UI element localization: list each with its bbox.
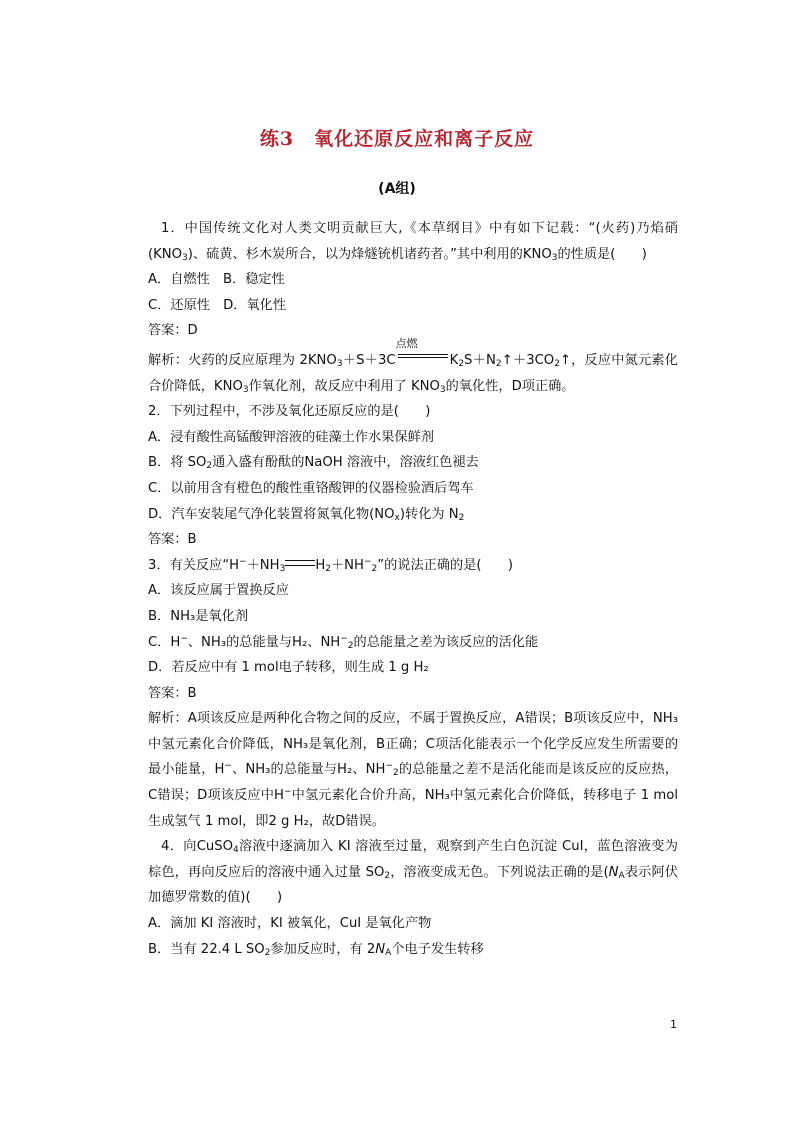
question-2-option-a: A．浸有酸性高锰酸钾溶液的硅藻土作水果保鲜剂 <box>148 429 434 445</box>
question-2-answer: 答案：B <box>148 532 197 548</box>
question-4-stem: 4．向CuSO$_4$溶液中逐滴加入 KI 溶液至过量，观察到产生白色沉淀 CuI，蓝色溶液变为棕色，再向反应后的溶液中通入过量 $SO_2$，溶液变成无色。下列说法正确的是($N_A$表示阿伏加德罗常数的值)( ) <box>148 839 678 906</box>
question-4-option-b: B．当有 22.4 L $SO_2$参加反应时，有 $2N_A$个电子发生转移 <box>148 941 484 958</box>
question-3-option-d: D．若反应中有 1 mol电子转移，则生成 1 g H₂ <box>148 660 429 676</box>
question-2-option-d: D．汽车安装尾气净化装置将氮氧化物$(NO_x)$转化为 $N_2$ <box>148 506 465 523</box>
page-number: 1 <box>670 1018 677 1031</box>
question-1-options-cd: C．还原性 D．氧化性 <box>148 297 287 313</box>
question-1-stem: 1．中国传统文化对人类文明贡献巨大,《本草纲目》中有如下记载：“(火药)乃焰硝$(KNO_3)$、硫黄、杉木炭所合，以为烽燧铳机诸药者。”其中利用的$KNO_3$的性质是( ) <box>148 221 678 263</box>
question-3-option-a: A．该反应属于置换反应 <box>148 583 289 599</box>
group-heading: (A组) <box>378 181 416 197</box>
document-body <box>148 216 678 962</box>
equals-sign <box>285 560 315 566</box>
question-3-answer: 答案：B <box>148 685 197 701</box>
question-1-answer: 答案：D <box>148 323 198 339</box>
question-1-options-ab: A．自燃性 B．稳定性 <box>148 272 285 288</box>
question-2-stem: 2．下列过程中，不涉及氧化还原反应的是( ) <box>148 404 431 420</box>
question-3-option-c: C．H−、NH₃的总能量与H₂、$NH^-_2$的总能量之差为该反应的活化能 <box>148 633 539 651</box>
reaction-arrow: 点燃 <box>396 344 450 368</box>
question-2-option-b: B．将 $SO_2$通入盛有酚酞的NaOH 溶液中，溶液红色褪去 <box>148 455 479 472</box>
question-3-stem: 3．有关反应“$H^-+NH_3$ $H_2+NH^-_2$”的说法正确的是( ) <box>148 556 514 574</box>
question-3-option-b: B．NH₃是氧化剂 <box>148 608 249 624</box>
page-title: 练3 氧化还原反应和离子反应 <box>259 128 535 150</box>
question-4-option-a: A．滴加 KI 溶液时，KI 被氧化，CuI 是氧化产物 <box>148 916 432 932</box>
question-2-option-c: C．以前用含有橙色的酸性重铬酸钾的仪器检验酒后驾车 <box>148 480 474 496</box>
question-3-explanation: 解析：A项该反应是两种化合物之间的反应，不属于置换反应，A错误；B项该反应中，NH₃中氢元素化合价降低，NH₃是氧化剂，B正确；C项活化能表示一个化学反应发生所需要的最小能量，H−、NH₃的总能量与H₂、$NH^-_2$的总能量之差不是活化能而是该反应的反应热，C错误；D项该反应中H−中氢元素化合价升高，NH₃中氢元素化合价降低，转移电子 1 mol 生成氢气 1 mol，即2 g H₂，故D错误。 <box>148 711 679 829</box>
question-1-explanation: 解析：火药的反应原理为 $2KNO_3+S+3C$ 点燃 $K_2S+N_2↑+3CO_2↑$，反应中氮元素化合价降低，$KNO_3$作氧化剂，故反应中利用了 $KNO_3$的氧化性，D项正确。 <box>148 336 678 395</box>
